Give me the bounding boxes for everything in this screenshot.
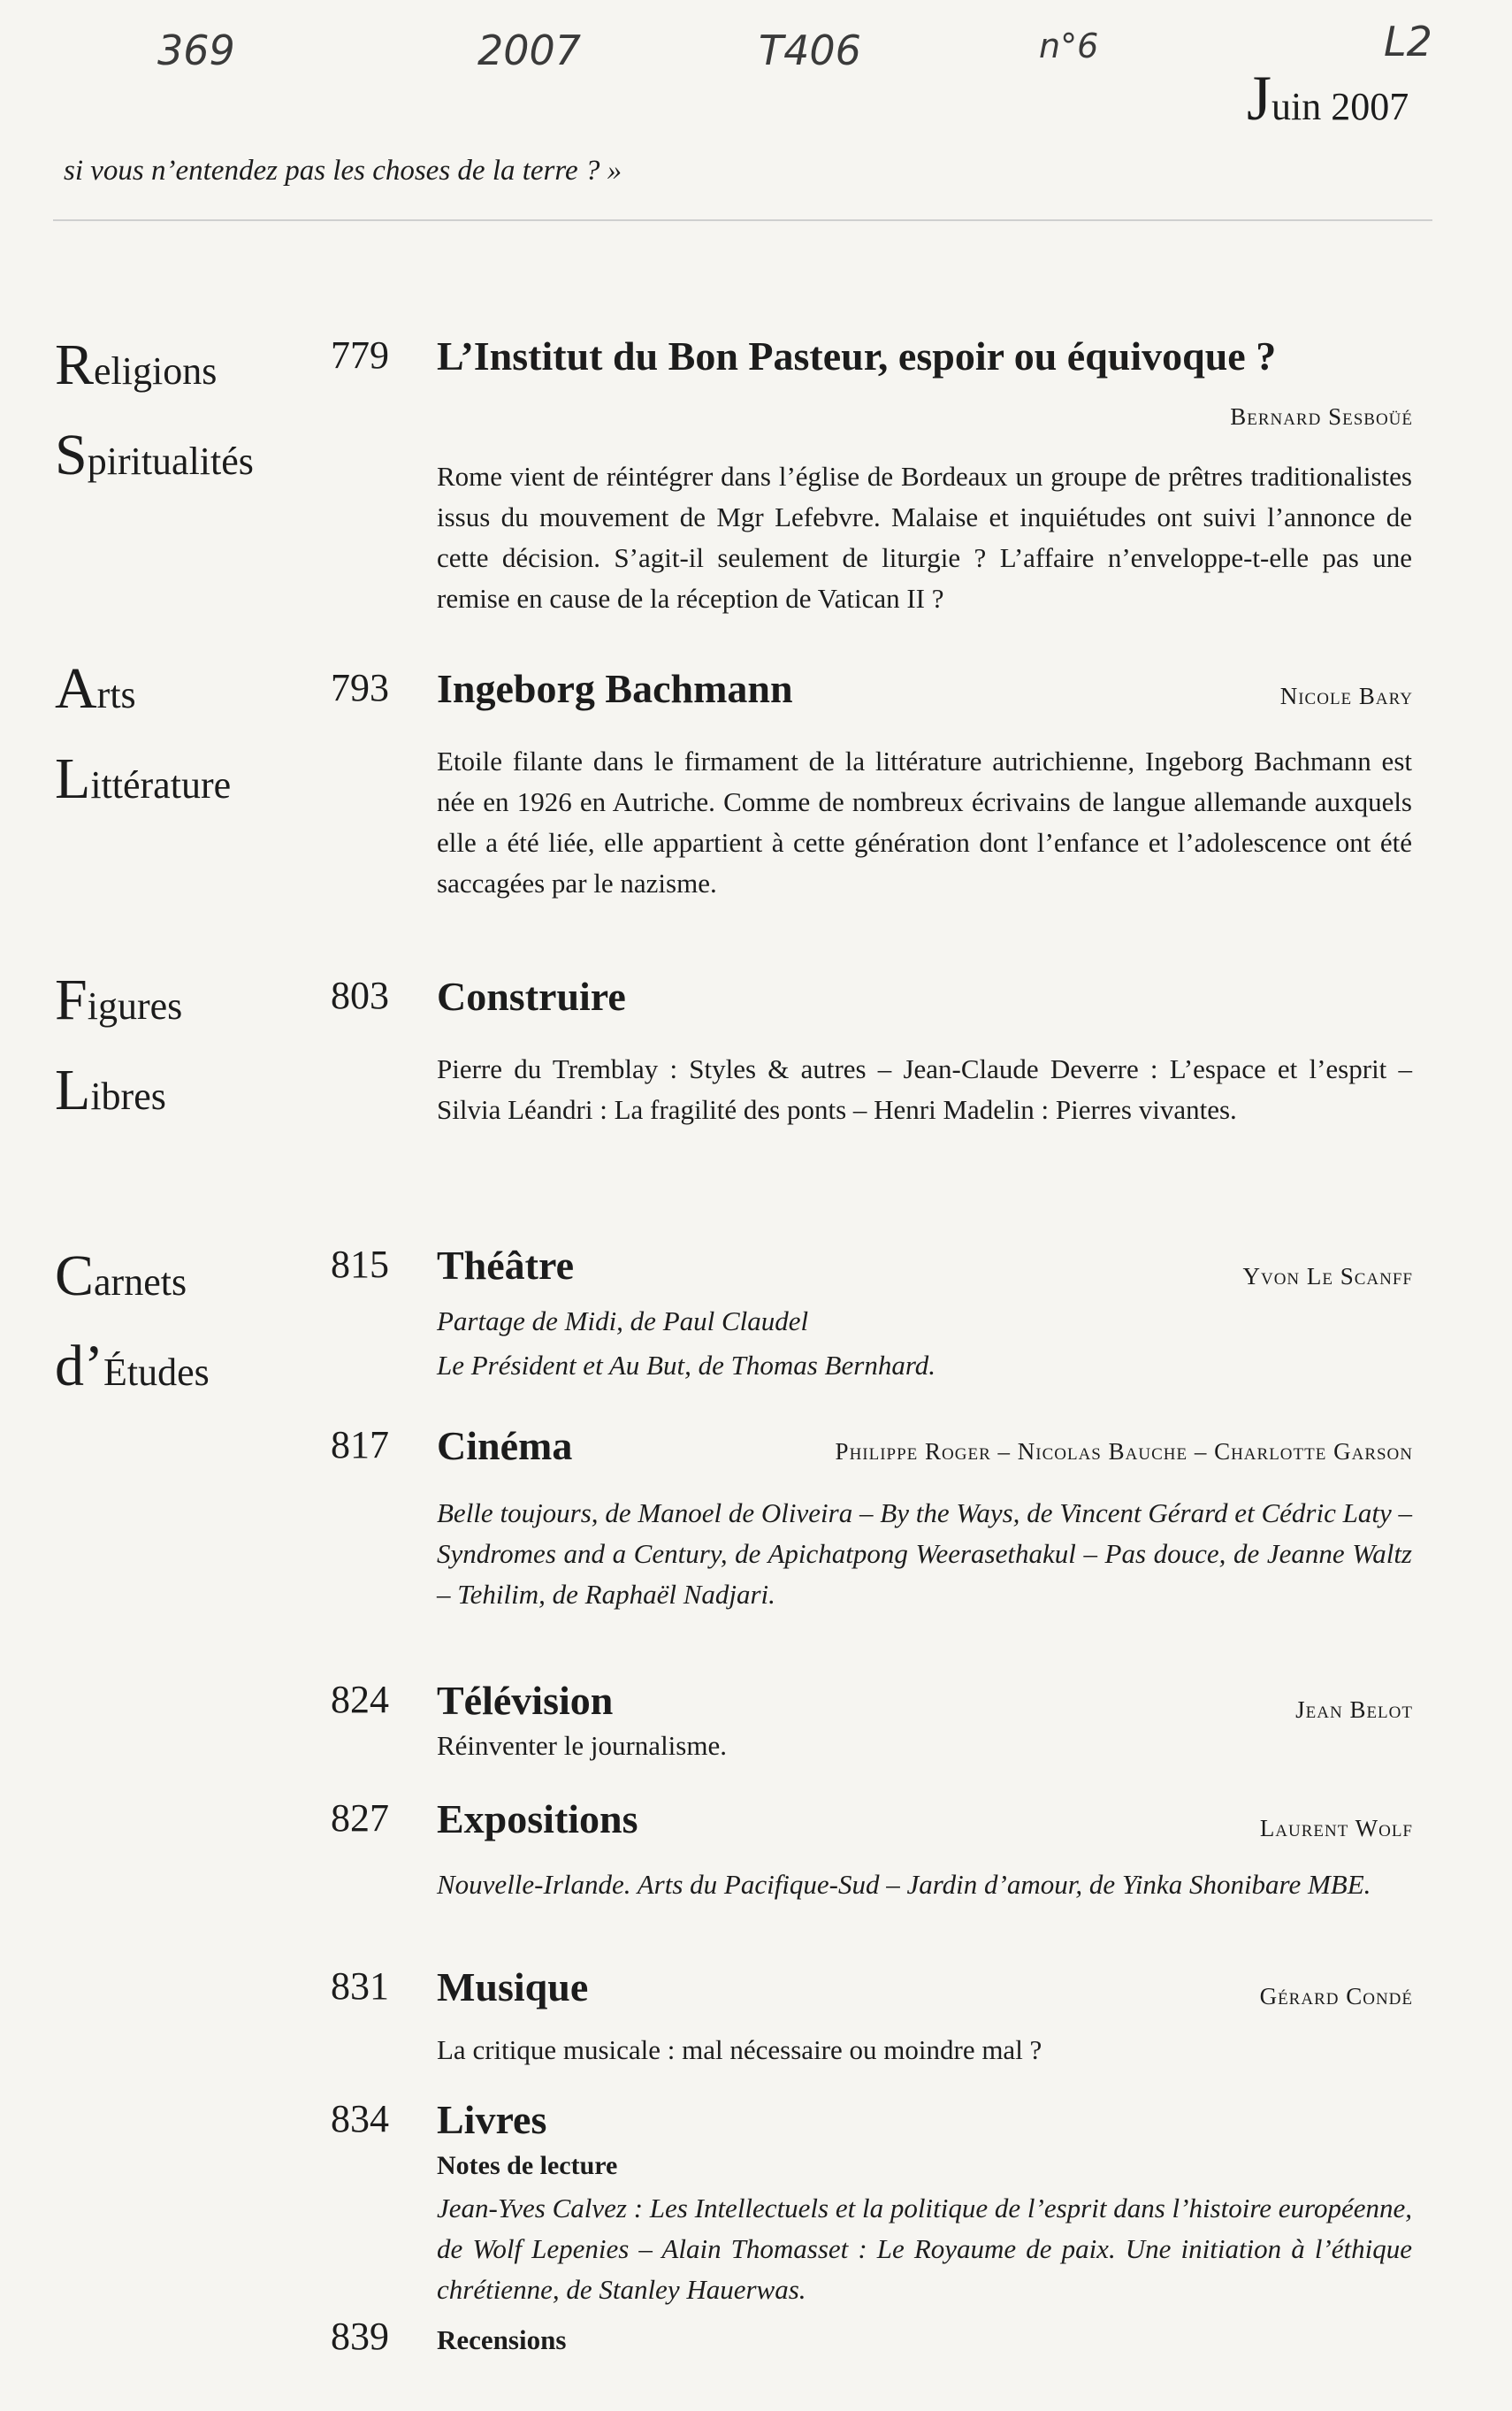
article-title: Livres <box>437 2097 547 2142</box>
issue-date <box>1247 62 1409 135</box>
article-author: Jean Belot <box>1295 1696 1413 1723</box>
handwritten-issue: n°6 <box>1039 27 1099 65</box>
review-line: Réinventer le journalisme. <box>437 1730 727 1761</box>
page-number: 839 <box>331 2315 389 2358</box>
article-summary: Jean-Yves Calvez : Les Intellectuels et la politique de l’esprit dans l’histoire européenne, de Wolf Lepenies – Alain Thomasset : Le Royaume de paix. Une initiation à l’éthique chrétienne, de Stanley Hauerwas. <box>437 2193 1412 2305</box>
page-number: 817 <box>331 1423 389 1466</box>
handwritten-code: T406 <box>759 27 861 74</box>
article-title: Télévision <box>437 1678 614 1723</box>
handwritten-mark: L2 <box>1384 18 1432 65</box>
review-line: La critique musicale : mal nécessaire ou moindre mal ? <box>437 2034 1042 2065</box>
handwritten-year: 2007 <box>477 27 582 74</box>
section-heading-line: Arts <box>55 656 136 721</box>
handwritten-number: 369 <box>157 27 235 74</box>
section-heading-line: Figures <box>55 968 183 1032</box>
article-summary: Etoile filante dans le firmament de la littérature autrichienne, Ingeborg Bachmann est née en 1926 en Autriche. Comme de nombreux écrivains de langue allemande auxquels elle a été liée, elle appartient à cette génération dont l’enfance et l’adolescence ont été saccagées par le nazisme. <box>437 746 1412 899</box>
article-title: L’Institut du Bon Pasteur, espoir ou équivoque ? <box>437 333 1277 379</box>
section-heading-line: Libres <box>55 1058 166 1123</box>
page-number: 793 <box>331 666 389 709</box>
page-number: 815 <box>331 1243 389 1286</box>
page-number: 834 <box>331 2097 389 2140</box>
section-figures <box>55 955 182 1137</box>
section-arts <box>55 644 231 825</box>
article-summary: Pierre du Tremblay : Styles & autres – Jean-Claude Deverre : L’espace et l’esprit – Silvia Léandri : La fragilité des ponts – Henri Madelin : Pierres vivantes. <box>437 1053 1412 1125</box>
page-number: 831 <box>331 1964 389 2008</box>
page-number: 803 <box>331 974 389 1017</box>
article-summary: Rome vient de réintégrer dans l’église de Bordeaux un groupe de prêtres traditionalistes issus du mouvement de Mgr Lefebvre. Malaise et inquiétudes ont suivi l’annonce de cette décision. S’agit-il seulement de liturgie ? L’affaire n’enveloppe-t-elle pas une remise en cause de la réception de Vatican II ? <box>437 461 1412 614</box>
article-title: Ingeborg Bachmann <box>437 666 793 711</box>
article-title: Cinéma <box>437 1423 573 1468</box>
page-number: 824 <box>331 1678 389 1721</box>
article-author: Philippe Roger – Nicolas Bauche – Charlotte Garson <box>835 1438 1413 1465</box>
article-author: Gérard Condé <box>1259 1983 1413 2009</box>
article-title: Expositions <box>437 1796 638 1841</box>
section-religions <box>55 320 254 501</box>
epigraph-quote: si vous n’entendez pas les choses de la terre ? » <box>64 155 622 187</box>
issue-date-initial: J <box>1247 63 1272 134</box>
section-heading-line: Spiritualités <box>55 423 254 488</box>
section-heading-line: Religions <box>55 333 218 397</box>
article-summary: Belle toujours, de Manoel de Oliveira – By the Ways, de Vincent Gérard et Cédric Laty – Syndromes and a Century, de Apichatpong Weerasethakul – Pas douce, de Jeanne Waltz – Tehilim, de Raphaël Nadjari. <box>437 1497 1412 1610</box>
divider <box>53 219 1432 221</box>
section-carnets <box>55 1231 210 1412</box>
article-title: Théâtre <box>437 1243 575 1288</box>
section-subheading: Notes de lecture <box>437 2151 618 2180</box>
issue-date-rest: uin 2007 <box>1271 85 1409 128</box>
article-title: Construire <box>437 974 626 1019</box>
article-author: Laurent Wolf <box>1259 1815 1413 1841</box>
section-heading-line: Carnets <box>55 1244 187 1308</box>
section-heading-line: d’Études <box>55 1334 210 1399</box>
article-title: Musique <box>437 1964 589 2009</box>
article-author: Nicole Bary <box>1279 683 1413 709</box>
review-line: Le Président et Au But, de Thomas Bernhard. <box>437 1350 935 1381</box>
section-heading-line: Littérature <box>55 746 232 812</box>
article-author: Yvon Le Scanff <box>1242 1263 1413 1290</box>
page-number: 827 <box>331 1796 389 1840</box>
article-summary: Nouvelle-Irlande. Arts du Pacifique-Sud – Jardin d’amour, de Yinka Shonibare MBE. <box>437 1869 1371 1900</box>
page-number: 779 <box>331 333 389 377</box>
review-line: Partage de Midi, de Paul Claudel <box>437 1305 809 1336</box>
article-title: Recensions <box>437 2324 567 2355</box>
article-author: Bernard Sesboüé <box>1230 403 1413 430</box>
